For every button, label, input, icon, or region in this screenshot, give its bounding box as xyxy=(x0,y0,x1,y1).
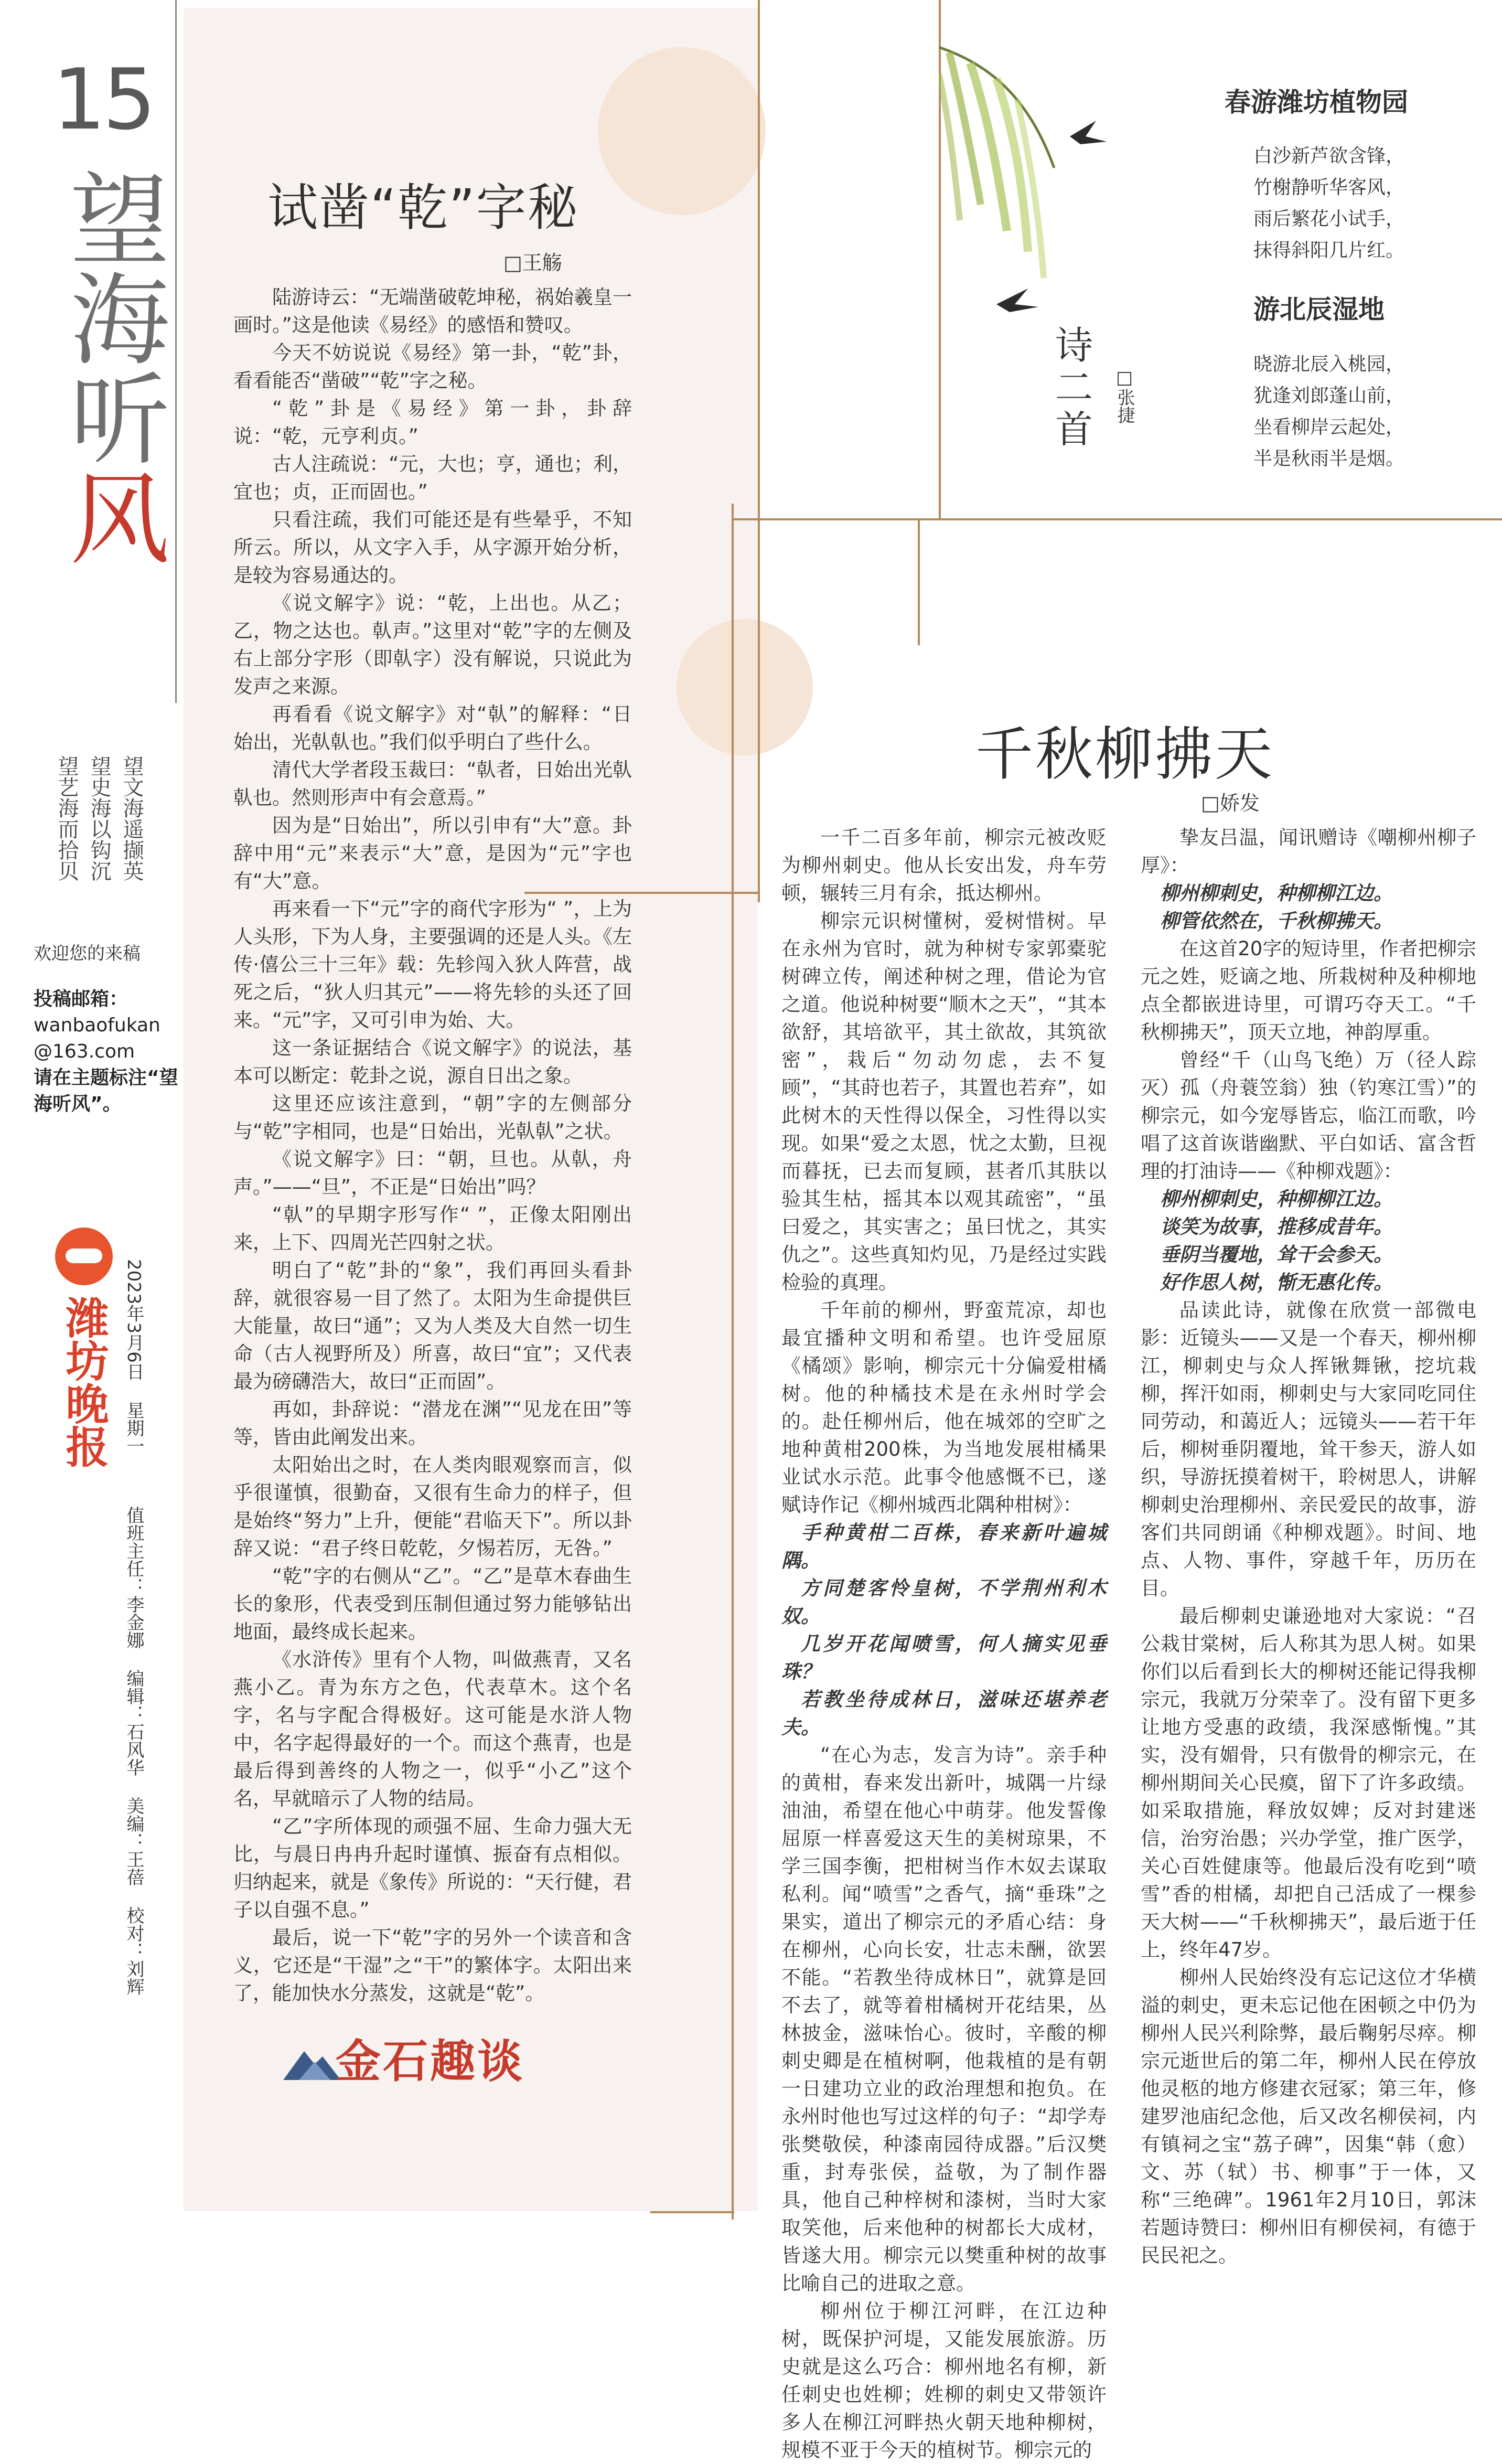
paragraph: 《说文解字》说：“乾，上出也。从乙；乙，物之达也。倝声。”这里对“乾”字的左侧及右上部分字形（即倝字）没有解说，只说此为发声之来源。 xyxy=(233,592,632,698)
willow-swallow-illustration xyxy=(939,31,1128,325)
poem-quote-line: 若教坐待成林日，滋味还堪养老夫。 xyxy=(781,1688,1107,1738)
article-column xyxy=(1141,824,1476,2269)
paragraph: 清代大学者段玉裁曰：“倝者，日始出光倝倝也。然则形声中有会意焉。” xyxy=(233,759,632,809)
poem-lines: 白沙新芦欲含锋， 竹榭静听华客风， 雨后繁花小试手， 抹得斜阳几片红。 xyxy=(1253,145,1405,261)
issue-info xyxy=(121,1259,147,2151)
paragraph: “乾”卦是《易经》第一卦，卦辞说：“乾，元亨利贞。” xyxy=(233,397,632,447)
editor: 编辑：石风华 xyxy=(123,1669,144,1777)
poem-quote-line: 柳州柳刺史，种柳柳江边。 xyxy=(1160,1187,1393,1210)
paragraph: 只看注疏，我们可能还是有些晕乎，不知所云。所以，从文字入手，从字源开始分析，是较为容易通达的。 xyxy=(233,508,632,586)
article-author: □王觞 xyxy=(503,251,562,274)
paragraph: 品读此诗，就像在欣赏一部微电影：近镜头——又是一个春天，柳州柳江，柳刺史与众人挥锹舞锹，挖坑栽柳，挥汗如雨，柳刺史与大家同吃同住同劳动，和蔼近人；远镜头——若干年后，柳树垂阴覆地，耸干参天，游人如织，导游抚摸着树干，聆树思人，讲解柳刺史治理柳州、亲民爱民的故事，游客们共同朗诵《种柳戏题》。时间、地点、人物、事件，穿越千年，历历在目。 xyxy=(1141,1299,1476,1599)
paragraph: 《水浒传》里有个人物，叫做燕青，又名燕小乙。青为东方之色，代表草木。这个名字，名与字配合得极好。这可能是水浒人物中，名字起得最好的一个。而这个燕青，也是最后得到善终的人物之一，似乎“小乙”这个名，早就暗示了人物的结局。 xyxy=(233,1648,632,1810)
poem-title: 游北辰湿地 xyxy=(1253,294,1385,325)
paragraph: 《说文解字》曰：“朝，旦也。从倝，舟声。”——“旦”，不正是“日始出”吗？ xyxy=(233,1148,632,1198)
poem-quote-line: 手种黄柑二百株，春来新叶遍城隅。 xyxy=(781,1521,1107,1572)
article-title: 千秋柳拂天 xyxy=(975,721,1274,788)
paragraph: 这里还应该注意到，“朝”字的左侧部分与“乾”字相同，也是“日始出，光倝倝”之状。 xyxy=(233,1092,632,1143)
paragraph: 在这首20字的短诗里，作者把柳宗元之姓，贬谪之地、所栽树种及种柳地点全都嵌进诗里，可谓巧夺天工。“千秋柳拂天”，顶天立地，神韵厚重。 xyxy=(1141,937,1476,1043)
decorative-circle xyxy=(598,47,766,215)
poem-title: 春游潍坊植物园 xyxy=(1225,87,1408,118)
decorative-circle xyxy=(677,619,813,755)
paragraph: 柳州人民始终没有忘记这位才华横溢的刺史，更未忘记他在困顿之中仍为柳州人民兴利除弊，最后鞠躬尽瘁。柳宗元逝世后的第二年，柳州人民在停放他灵柩的地方修建衣冠冢；第三年，修建罗池庙纪念他，后又改名柳侯祠，内有镇祠之宝“荔子碑”，因集“韩（愈）文、苏（轼）书、柳事”于一体，又称“三绝碑”。1961年2月10日，郭沫若题诗赞曰：柳州旧有柳侯祠，有德于民民祀之。 xyxy=(1141,1966,1476,2267)
frame-line xyxy=(758,0,760,902)
editor-chief: 值班主任：李金娜 xyxy=(123,1506,144,1649)
paragraph: “在心为志，发言为诗”。亲手种的黄柑，春来发出新叶，城隅一片绿油油，希望在他心中萌芽。他发誓像屈原一样喜爱这天生的美树琼果，不学三国李衡，把柑树当作木奴去谋取私利。闻“喷雪”之香气，摘“垂珠”之果实，道出了柳宗元的矛盾心结：身在柳州，心向长安，壮志未酬，欲罢不能。“若教坐待成林日”，就算是回不去了，就等着柑橘树开花结果，丛林披金，滋味怡心。彼时，辛酸的柳刺史卿是在植树啊，他栽植的是有朝一日建功立业的政治理想和抱负。在永州时他也写过这样的句子：“却学寿张樊敬侯，种漆南园待成器。”后汉樊重，封寿张侯，益敬，为了制作器具，他自己种梓树和漆树，当时大家取笑他，后来他种的树都长大成材，皆遂大用。柳宗元以樊重种树的故事比喻自己的进取之意。 xyxy=(781,1744,1107,2295)
paragraph: 挚友吕温，闻讯赠诗《嘲柳州柳子厚》： xyxy=(1141,826,1476,877)
column-stamp-text: 金石趣谈 xyxy=(336,2035,524,2088)
submission-contact xyxy=(34,986,180,1117)
paragraph: 曾经“千（山鸟飞绝）万（径人踪灭）孤（舟蓑笠翁）独（钓寒江雪）”的柳宗元，如今宠辱皆忘，临江而歌，吟唱了这首诙谐幽默、平白如话、富含哲理的打油诗——《种柳戏题》： xyxy=(1141,1049,1476,1182)
poem-quote-line: 柳管依然在，千秋柳拂天。 xyxy=(1160,909,1393,932)
paragraph: 柳宗元识树懂树，爱树惜树。早在永州为官时，就为种树专家郭橐驼树碑立传，阐述种树之理，借论为官之道。他说种树要“顺木之天”，“其本欲舒，其培欲平，其土欲故，其筑欲密”，栽后“勿动勿虑，去不复顾”，“其莳也若子，其置也若弃”，如此树木的天性得以保全，习性得以实现。如果“爱之太恩，忧之太勤，旦视而暮抚，已去而复顾，甚者爪其肤以验其生枯，摇其本以观其疏密”，“虽曰爱之，其实害之；虽曰忧之，其实仇之”。这些真知灼见，乃是经过实践检验的真理。 xyxy=(781,910,1107,1294)
contact-note: 请在主题标注“望海听风”。 xyxy=(34,1067,178,1115)
frame-line xyxy=(733,518,1502,520)
paragraph: 最后，说一下“乾”字的另外一个读音和含义，它还是“干湿”之“干”的繁体字。太阳出来了，能加快水分蒸发，这就是“乾”。 xyxy=(233,1926,632,2004)
frame-line xyxy=(918,519,920,645)
article-body xyxy=(233,283,632,2007)
contact-label: 投稿邮箱： xyxy=(34,988,128,1010)
paragraph: “乙”字所体现的顽强不屈、生命力强大无比，与晨日冉冉升起时谨慎、振奋有点相似。归纳起来，就是《象传》所说的：“天行健，君子以自强不息。” xyxy=(233,1815,632,1921)
section-title: 望海听风 xyxy=(53,168,169,567)
art-editor: 美编：王蓓 xyxy=(123,1797,144,1886)
poem-quote-line: 柳州柳刺史，种柳柳江边。 xyxy=(1160,881,1393,904)
paragraph: 一千二百多年前，柳宗元被改贬为柳州刺史。他从长安出发，舟车劳顿，辗转三月有余，抵达柳州。 xyxy=(781,826,1107,904)
paragraph: 因为是“日始出”，所以引申有“大”意。卦辞中用“元”来表示“大”意，是因为“元”字也有“大”意。 xyxy=(233,814,632,892)
paragraph: 明白了“乾”卦的“象”，我们再回头看卦辞，就很容易一目了然了。太阳为生命提供巨大能量，故曰“通”；又为人类及大自然一切生命（古人视野所及）所喜，故曰“宜”；又代表最为磅礴浩大，故曰“正而固”。 xyxy=(233,1259,632,1393)
poem-quote-line: 垂阴当覆地，耸干会参天。 xyxy=(1160,1243,1393,1266)
paragraph: “倝”的早期字形写作“ ”，正像太阳刚出来，上下、四周光芒四射之状。 xyxy=(233,1203,632,1254)
issue-date: 2023年3月6日 xyxy=(123,1259,144,1381)
article-title: 试凿“乾”字秘 xyxy=(267,178,579,237)
paragraph: 古人注疏说：“元，大也；亨，通也；利，宜也；贞，正而固也。” xyxy=(233,453,632,503)
paragraph: 千年前的柳州，野蛮荒凉，却也最宜播种文明和希望。也许受屈原《橘颂》影响，柳宗元十分偏爱柑橘树。他的种橘技术是在永州时学会的。赴任柳州后，他在城郊的空旷之地种黄柑200株，为当地发展柑橘果业试水示范。此事令他感慨不已，遂赋诗作记《柳州城西北隅种柑树》： xyxy=(781,1299,1107,1516)
frame-line xyxy=(650,2211,734,2213)
mountain-icon xyxy=(283,2041,341,2083)
poem-quote-line: 谈笑为故事，推移成昔年。 xyxy=(1160,1215,1393,1238)
newspaper-logo xyxy=(50,1228,118,1468)
paragraph: 最后柳刺史谦逊地对大家说：“召公栽甘棠树，后人称其为思人树。如果你们以后看到长大的柳树还能记得我柳宗元，我就万分荣幸了。没有留下更多让地方受惠的政绩，我深感惭愧。”其实，没有媚骨，只有傲骨的柳宗元，在柳州期间关心民瘼，留下了许多政绩。如采取措施，释放奴婢；反对封建迷信，治穷治愚；兴办学堂，推广医学，关心百姓健康等。他最后没有吃到“喷雪”香的柑橘，却把自己活成了一棵参天大树——“千秋柳拂天”，最后逝于任上，终年47岁。 xyxy=(1141,1605,1476,1961)
paragraph: 这一条证据结合《说文解字》的说法，基本可以断定：乾卦之说，源自日出之象。 xyxy=(233,1037,632,1087)
poem-quote-line: 几岁开花闻喷雪，何人摘实见垂珠？ xyxy=(781,1632,1107,1683)
paragraph: 柳州位于柳江河畔，在江边种树，既保护河堤，又能发展旅游。历史就是这么巧合：柳州地名有柳，新任刺史也姓柳；姓柳的刺史又带领许多人在柳江河畔热火朝天地种柳树，规模不亚于今天的植树节。柳宗元的 xyxy=(781,2300,1107,2461)
paragraph: 陆游诗云：“无端凿破乾坤秘，祸始羲皇一画时。”这是他读《易经》的感悟和赞叹。 xyxy=(233,286,632,336)
poem-lines: 晓游北辰入桃园， 犹逢刘郎蓬山前， 坐看柳岸云起处， 半是秋雨半是烟。 xyxy=(1253,354,1405,470)
article-author: □娇发 xyxy=(1201,792,1260,815)
issue-weekday: 星期一 xyxy=(123,1401,144,1455)
poems-author: □张捷 xyxy=(1114,367,1135,424)
article-column xyxy=(781,824,1107,2464)
paragraph: 再看看《说文解字》对“倝”的解释：“日始出，光倝倝也。”我们似乎明白了些什么。 xyxy=(233,703,632,753)
page-number: 15 xyxy=(52,50,153,148)
paragraph: 太阳始出之时，在人类肉眼观察而言，似乎很谨慎，很勤奋，又很有生命力的样子，但是始终“努力”上升，便能“君临天下”。所以卦辞又说：“君子终日乾乾，夕惕若厉，无咎。” xyxy=(233,1454,632,1560)
poems-label: 诗二首 xyxy=(1049,325,1093,451)
section-motto: 望文海遥撷英 望史海以钩沉 望艺海而拾贝 xyxy=(55,755,144,881)
logo-icon xyxy=(55,1228,113,1285)
poem-quote-line: 好作思人树，惭无惠化传。 xyxy=(1160,1271,1393,1294)
paragraph: 今天不妨说说《易经》第一卦，“乾”卦，看看能否“凿破”“乾”字之秘。 xyxy=(233,342,632,392)
paragraph: 再来看一下“元”字的商代字形为“ ”，上为人头形，下为人身，主要强调的还是人头。《左传·僖公三十三年》载：先轸闯入狄人阵营，战死之后，“狄人归其元”——将先轸的头还了回来。“元”字，又可引申为始、大。 xyxy=(233,898,632,1031)
contact-email[interactable]: wanbaofukan @163.com xyxy=(34,1015,160,1062)
newspaper-name: 潍坊晚报 xyxy=(59,1296,109,1468)
proofreader: 校对：刘辉 xyxy=(123,1906,144,1996)
poem-quote-line: 方同楚客怜皇树，不学荆州利木奴。 xyxy=(781,1576,1107,1627)
welcome-text: 欢迎您的来稿 xyxy=(34,943,141,964)
paragraph: 再如，卦辞说：“潜龙在渊”“见龙在田”等等，皆由此阐发出来。 xyxy=(233,1398,632,1448)
column-stamp xyxy=(283,2014,566,2088)
paragraph: “乾”字的右侧从“乙”。“乙”是草木春曲生长的象形，代表受到压制但通过努力能够钻出地面，最终成长起来。 xyxy=(233,1565,632,1643)
frame-line xyxy=(732,504,734,2220)
